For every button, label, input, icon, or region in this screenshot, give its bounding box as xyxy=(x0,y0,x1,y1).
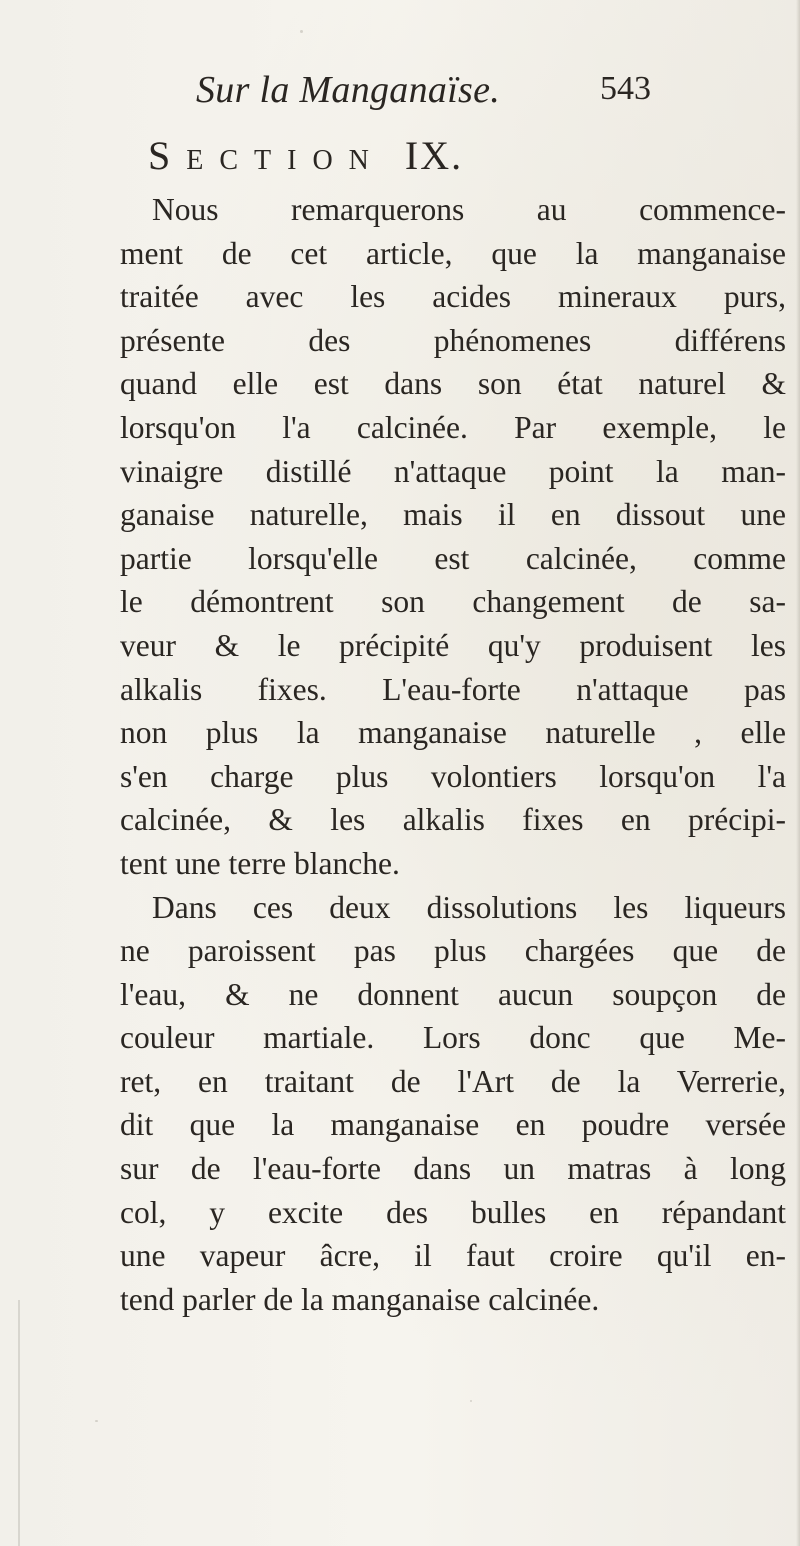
text-line: alkalis fixes. L'eau-forte n'attaque pas xyxy=(120,671,786,707)
section-word: Section xyxy=(148,133,385,178)
text-line: calcinée, & les alkalis fixes en précipi- xyxy=(120,802,786,838)
text-line: le démontrent son changement de sa- xyxy=(120,584,786,620)
running-title: Sur la Manganaïse. xyxy=(196,69,501,111)
text-line: ganaise naturelle, mais il en dissout une xyxy=(120,497,786,533)
paper-speck xyxy=(470,1400,472,1402)
section-number: IX. xyxy=(404,133,464,178)
text-line: tent une terre blanche. xyxy=(120,845,400,881)
page-edge-shadow xyxy=(796,0,800,1546)
text-line: vinaigre distillé n'attaque point la man- xyxy=(120,453,786,489)
text-line: col, y excite des bulles en répandant xyxy=(120,1194,786,1230)
text-line: sur de l'eau-forte dans un matras à long xyxy=(120,1151,786,1187)
text-line: Dans ces deux dissolutions les liqueurs xyxy=(152,889,786,925)
binding-shadow xyxy=(18,1300,20,1546)
text-line: l'eau, & ne donnent aucun soupçon de xyxy=(120,976,786,1012)
text-line: une vapeur âcre, il faut croire qu'il en- xyxy=(120,1238,786,1274)
text-line: veur & le précipité qu'y produisent les xyxy=(120,627,786,663)
text-line: traitée avec les acides mineraux purs, xyxy=(120,279,786,315)
text-line: quand elle est dans son état naturel & xyxy=(120,366,786,402)
text-line: ne paroissent pas plus chargées que de xyxy=(120,933,786,969)
text-line: partie lorsqu'elle est calcinée, comme xyxy=(120,540,786,576)
text-line: couleur martiale. Lors donc que Me- xyxy=(120,1020,786,1056)
section-heading xyxy=(148,132,463,179)
text-line: tend parler de la manganaise calcinée. xyxy=(120,1281,600,1317)
text-line: Nous remarquerons au commence- xyxy=(152,192,786,227)
paper-speck xyxy=(300,30,303,33)
text-line: ment de cet article, que la manganaise xyxy=(120,235,786,271)
text-line: présente des phénomenes différens xyxy=(120,322,786,358)
text-line: s'en charge plus volontiers lorsqu'on l'a xyxy=(120,758,786,794)
paper-speck xyxy=(95,1420,98,1422)
text-line: dit que la manganaise en poudre versée xyxy=(120,1107,786,1143)
page-number: 543 xyxy=(600,70,651,107)
body-text xyxy=(120,188,786,1321)
page-header xyxy=(0,68,800,120)
text-line: lorsqu'on l'a calcinée. Par exemple, le xyxy=(120,409,786,445)
text-line: non plus la manganaise naturelle , elle xyxy=(120,715,786,751)
text-line: ret, en traitant de l'Art de la Verrerie, xyxy=(120,1063,786,1099)
